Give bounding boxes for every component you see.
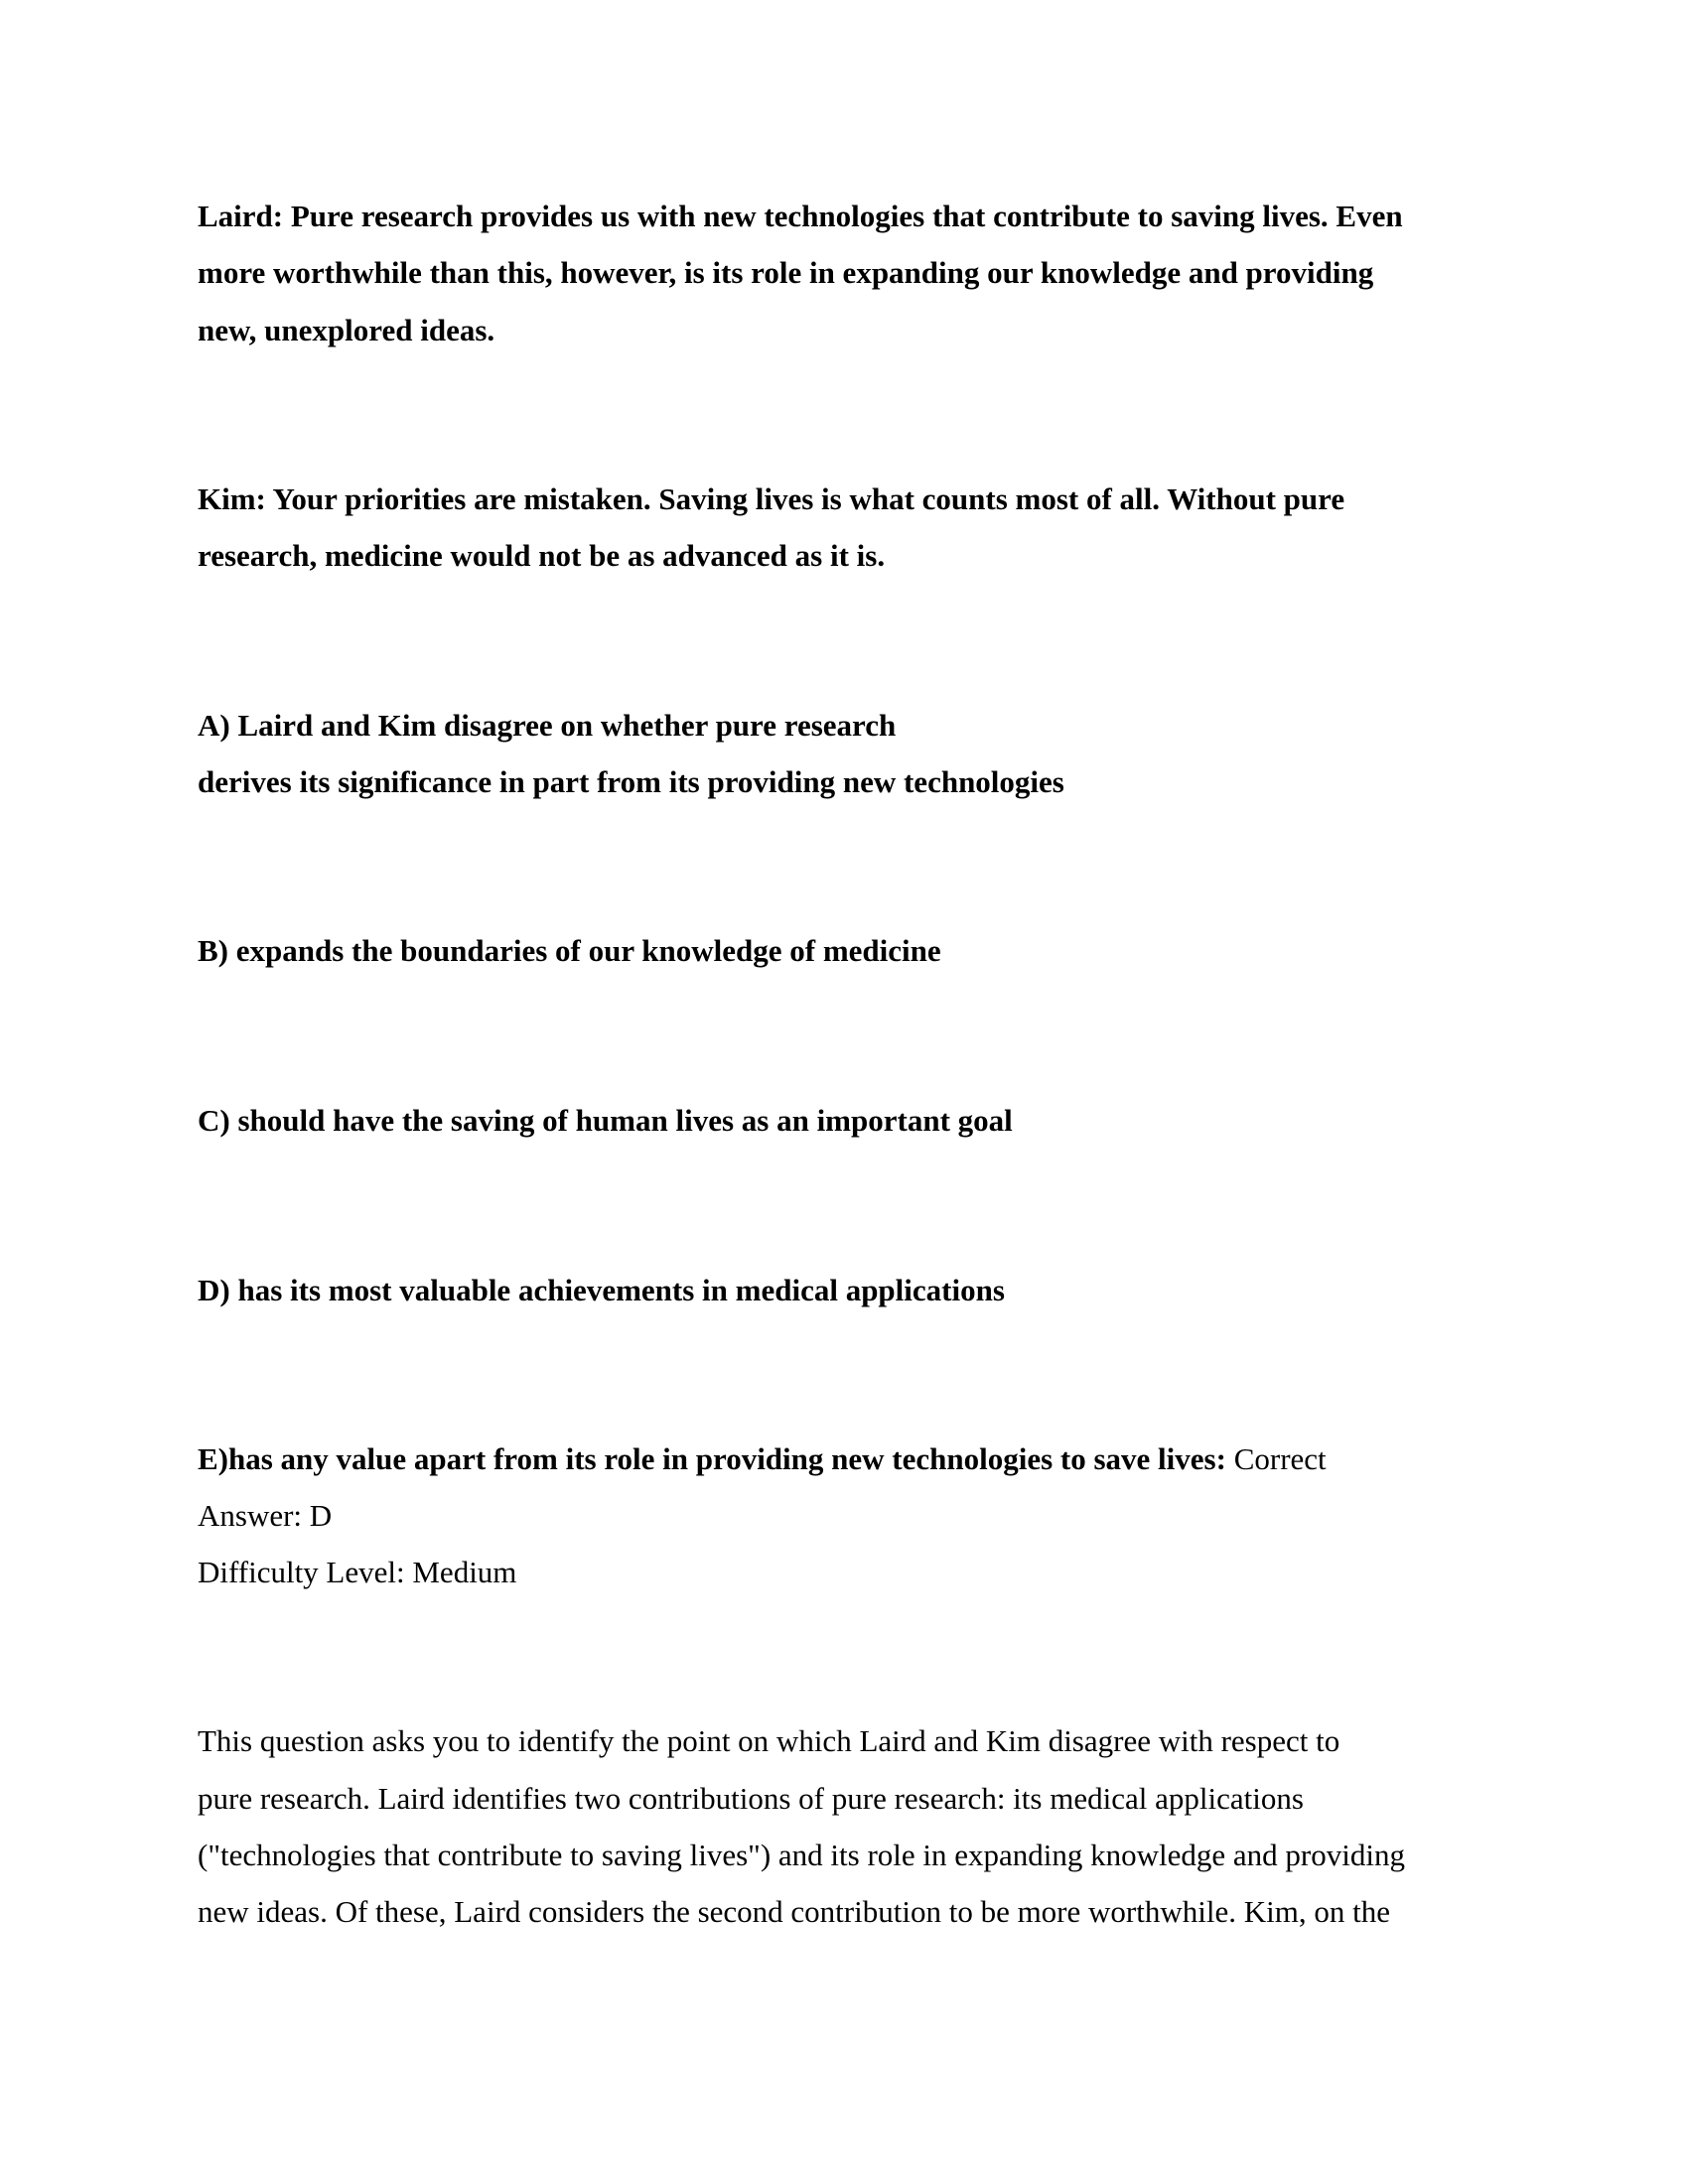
laird-line-1: Laird: Pure research provides us with new technologies that contribute to saving lives. Even bbox=[198, 199, 1403, 233]
kim-line-1: Kim: Your priorities are mistaken. Saving lives is what counts most of all. Without pure bbox=[198, 481, 1345, 516]
option-a-line-1: A) Laird and Kim disagree on whether pure research bbox=[198, 708, 897, 743]
option-e: E)has any value apart from its role in providing new technologies to save lives: bbox=[198, 1441, 1226, 1476]
explanation-line-1: This question asks you to identify the point on which Laird and Kim disagree with respect to bbox=[198, 1723, 1340, 1758]
option-c: C) should have the saving of human lives as an important goal bbox=[198, 1103, 1013, 1138]
option-a-line-2: derives its significance in part from its providing new technologies bbox=[198, 764, 1064, 799]
option-d: D) has its most valuable achievements in medical applications bbox=[198, 1273, 1005, 1307]
explanation-line-2: pure research. Laird identifies two contributions of pure research: its medical applications bbox=[198, 1781, 1304, 1816]
correct-label: Correct bbox=[1225, 1441, 1327, 1476]
option-b: B) expands the boundaries of our knowledge of medicine bbox=[198, 933, 941, 968]
option-e-line bbox=[198, 1439, 1327, 1479]
laird-line-3: new, unexplored ideas. bbox=[198, 313, 495, 347]
answer-line: Answer: D bbox=[198, 1498, 333, 1533]
explanation-line-4: new ideas. Of these, Laird considers the second contribution to be more worthwhile. Kim, on the bbox=[198, 1894, 1390, 1929]
difficulty-line: Difficulty Level: Medium bbox=[198, 1555, 517, 1589]
kim-line-2: research, medicine would not be as advanced as it is. bbox=[198, 538, 886, 573]
laird-line-2: more worthwhile than this, however, is its role in expanding our knowledge and providing bbox=[198, 255, 1374, 290]
explanation-line-3: ("technologies that contribute to saving lives") and its role in expanding knowledge and providing bbox=[198, 1838, 1405, 1872]
